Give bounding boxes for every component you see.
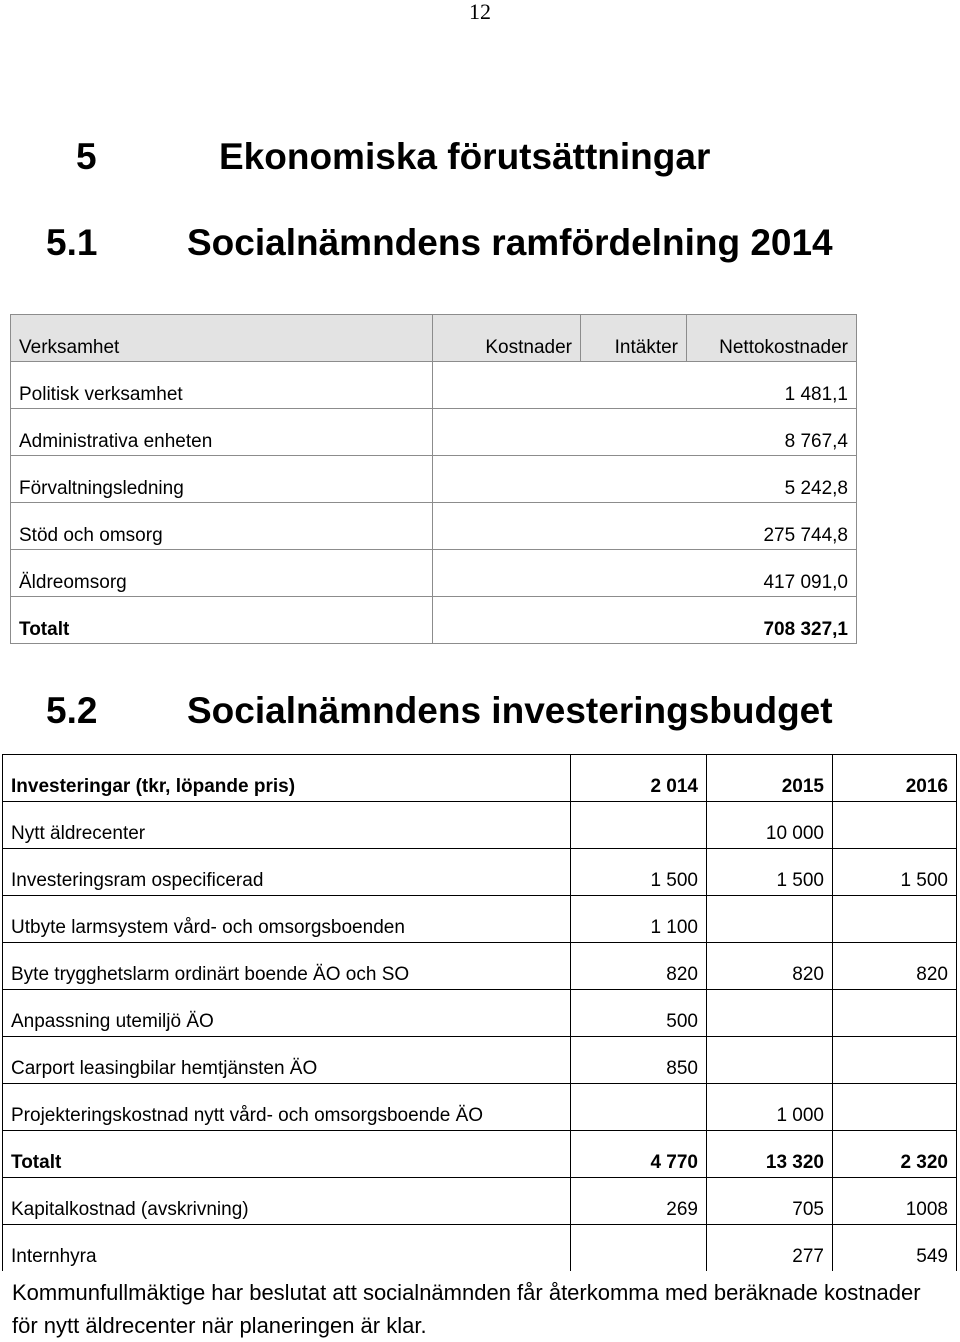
row-value	[833, 1037, 957, 1084]
row-value	[707, 990, 833, 1037]
row-value: 820	[707, 943, 833, 990]
row-value	[707, 896, 833, 943]
header-intakter: Intäkter	[581, 315, 687, 362]
row-net: 1 481,1	[433, 362, 857, 409]
table-row	[3, 849, 957, 896]
investment-budget-table	[2, 754, 957, 1271]
header-year: 2015	[707, 755, 833, 802]
subsection-title: Socialnämndens investeringsbudget	[187, 690, 833, 731]
table-row-internal-rent	[3, 1225, 957, 1272]
row-label: Utbyte larmsystem vård- och omsorgsboenden	[3, 896, 571, 943]
row-label: Nytt äldrecenter	[3, 802, 571, 849]
total-label: Totalt	[3, 1131, 571, 1178]
table-total-row	[3, 1131, 957, 1178]
row-net: 5 242,8	[433, 456, 857, 503]
row-label: Carport leasingbilar hemtjänsten ÄO	[3, 1037, 571, 1084]
table-total-row	[11, 597, 857, 644]
table-row	[3, 1037, 957, 1084]
row-label: Förvaltningsledning	[11, 456, 433, 503]
header-investeringar: Investeringar (tkr, löpande pris)	[3, 755, 571, 802]
row-value: 1 100	[571, 896, 707, 943]
table-row	[3, 896, 957, 943]
row-value: 705	[707, 1178, 833, 1225]
row-value: 10 000	[707, 802, 833, 849]
subsection-number: 5.1	[46, 222, 98, 263]
section-number: 5	[76, 136, 97, 177]
row-value: 277	[707, 1225, 833, 1272]
section-title: Ekonomiska förutsättningar	[219, 136, 711, 177]
total-value: 2 320	[833, 1131, 957, 1178]
row-value: 549	[833, 1225, 957, 1272]
row-value: 820	[833, 943, 957, 990]
row-value	[833, 1084, 957, 1131]
row-value: 850	[571, 1037, 707, 1084]
row-value	[833, 896, 957, 943]
row-label: Projekteringskostnad nytt vård- och omsorgsboende ÄO	[3, 1084, 571, 1131]
row-value	[571, 1084, 707, 1131]
row-label: Administrativa enheten	[11, 409, 433, 456]
header-verksamhet: Verksamhet	[11, 315, 433, 362]
table-row	[3, 802, 957, 849]
total-value: 4 770	[571, 1131, 707, 1178]
row-value: 1 500	[833, 849, 957, 896]
header-year: 2016	[833, 755, 957, 802]
row-net: 417 091,0	[433, 550, 857, 597]
row-value: 269	[571, 1178, 707, 1225]
row-value	[571, 802, 707, 849]
row-value: 1 500	[707, 849, 833, 896]
header-kostnader: Kostnader	[433, 315, 581, 362]
row-label: Politisk verksamhet	[11, 362, 433, 409]
table-header-row	[11, 315, 857, 362]
footnote-text: Kommunfullmäktige har beslutat att socialnämnden får återkomma med beräknade kostnader för nytt äldrecenter när planeringen är klar.	[12, 1280, 921, 1338]
table-row	[11, 456, 857, 503]
row-net: 8 767,4	[433, 409, 857, 456]
subsection-title: Socialnämndens ramfördelning 2014	[187, 222, 833, 263]
row-label: Äldreomsorg	[11, 550, 433, 597]
row-label: Stöd och omsorg	[11, 503, 433, 550]
table-row	[11, 409, 857, 456]
table-row	[11, 503, 857, 550]
page-number: 12	[469, 0, 491, 24]
row-label: Internhyra	[3, 1225, 571, 1272]
row-value: 820	[571, 943, 707, 990]
table-row	[3, 1084, 957, 1131]
row-value: 1008	[833, 1178, 957, 1225]
row-label: Byte trygghetslarm ordinärt boende ÄO och SO	[3, 943, 571, 990]
table-row	[3, 990, 957, 1037]
total-label: Totalt	[11, 597, 433, 644]
row-value	[833, 990, 957, 1037]
subsection-number: 5.2	[46, 690, 98, 731]
row-value	[833, 802, 957, 849]
row-value: 500	[571, 990, 707, 1037]
row-value	[707, 1037, 833, 1084]
total-net: 708 327,1	[433, 597, 857, 644]
table-row	[11, 362, 857, 409]
row-label: Investeringsram ospecificerad	[3, 849, 571, 896]
row-net: 275 744,8	[433, 503, 857, 550]
budget-allocation-table	[10, 314, 857, 644]
row-label: Kapitalkostnad (avskrivning)	[3, 1178, 571, 1225]
header-nettokostnader: Nettokostnader	[687, 315, 857, 362]
total-value: 13 320	[707, 1131, 833, 1178]
row-value	[571, 1225, 707, 1272]
table-row	[3, 943, 957, 990]
row-value: 1 000	[707, 1084, 833, 1131]
table-header-row	[3, 755, 957, 802]
table-row-capital-cost	[3, 1178, 957, 1225]
header-year: 2 014	[571, 755, 707, 802]
table-row	[11, 550, 857, 597]
row-value: 1 500	[571, 849, 707, 896]
row-label: Anpassning utemiljö ÄO	[3, 990, 571, 1037]
